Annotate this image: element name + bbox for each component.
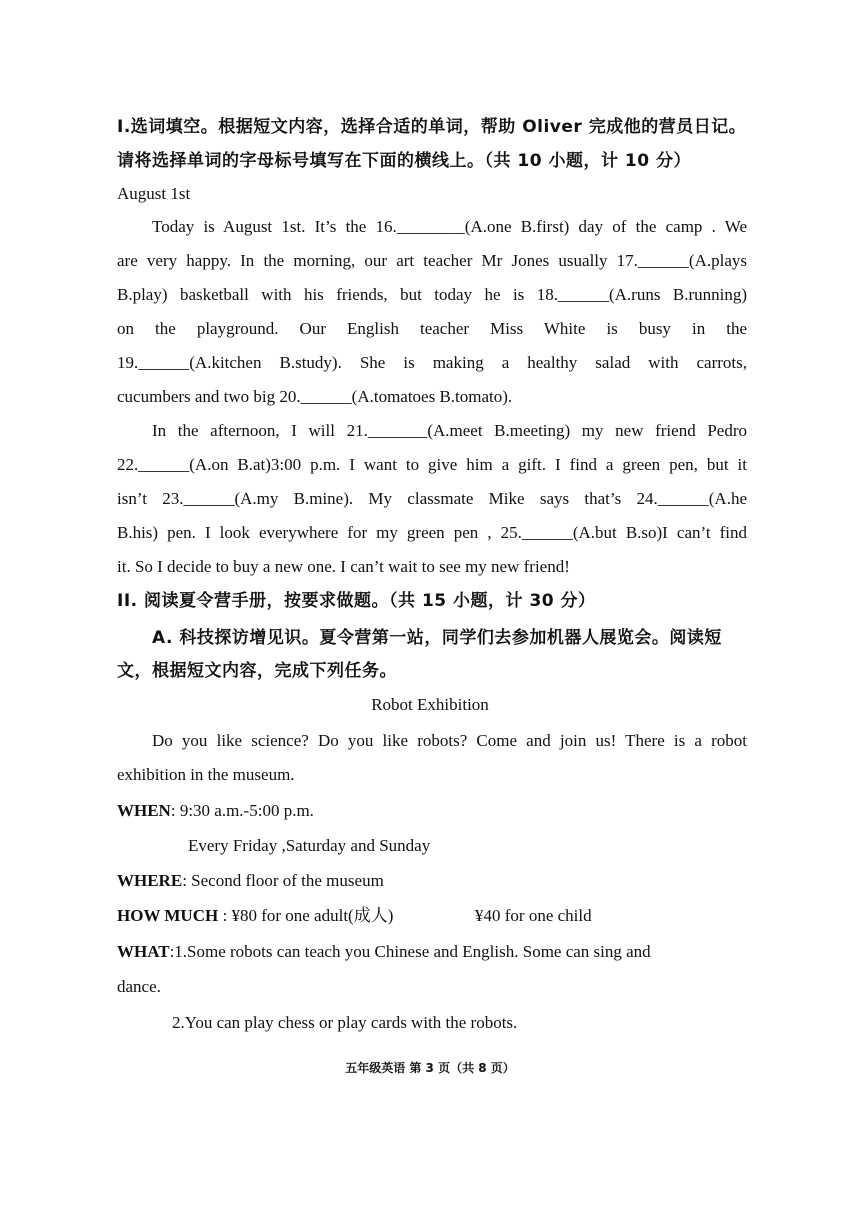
- howmuch-child: ¥40 for one child: [475, 906, 592, 925]
- what-row: [117, 941, 747, 963]
- diary-line-6: cucumbers and two big 20.______(A.tomatoes B.tomato).: [117, 387, 513, 406]
- when-days: Every Friday ,Saturday and Sunday: [188, 836, 431, 855]
- partA-title-line2: 文，根据短文内容，完成下列任务。: [117, 661, 397, 681]
- diary-line-5: 19.______(A.kitchen B.study). She is making a healthy salad with carrots,: [117, 353, 747, 372]
- where-row: [117, 870, 747, 892]
- diary-line-4: on the playground. Our English teacher Miss White is busy in the: [117, 319, 747, 338]
- what-item-2: 2.You can play chess or play cards with the robots.: [172, 1013, 518, 1032]
- diary-date: August 1st: [117, 184, 191, 203]
- section2-title: II. 阅读夏令营手册，按要求做题。（共 15 小题，计 30 分）: [117, 591, 596, 611]
- when-row: [117, 800, 747, 822]
- diary-line-3: B.play) basketball with his friends, but today he is 18.______(A.runs B.running): [117, 285, 747, 304]
- intro-line-1: Do you like science? Do you like robots? Come and join us! There is a robot: [152, 731, 747, 750]
- diary-line-10: B.his) pen. I look everywhere for my green pen , 25.______(A.but B.so)I can’t find: [117, 523, 747, 542]
- diary-line-8: 22.______(A.on B.at)3:00 p.m. I want to give him a gift. I find a green pen, but it: [117, 455, 747, 474]
- diary-line-11: it. So I decide to buy a new one. I can’t wait to see my new friend!: [117, 557, 570, 576]
- howmuch-adult: : ¥80 for one adult(成人): [218, 906, 394, 925]
- partA-title-line1: A. 科技探访增见识。夏令营第一站，同学们去参加机器人展览会。阅读短: [152, 628, 722, 648]
- where-label: WHERE: [117, 871, 183, 890]
- page-footer: 五年级英语 第 3 页（共 8 页）: [345, 1061, 515, 1075]
- when-value: : 9:30 a.m.-5:00 p.m.: [170, 801, 314, 820]
- when-label: WHEN: [117, 801, 171, 820]
- what-line-1: :1.Some robots can teach you Chinese and English. Some can sing and: [169, 942, 651, 961]
- intro-line-2: exhibition in the museum.: [117, 765, 295, 784]
- what-line-2: dance.: [117, 977, 161, 996]
- diary-line-7: In the afternoon, I will 21._______(A.meet B.meeting) my new friend Pedro: [152, 421, 747, 440]
- diary-line-1: Today is August 1st. It’s the 16.________(A.one B.first) day of the camp . We: [152, 217, 747, 236]
- section1-title-line1: I.选词填空。根据短文内容，选择合适的单词，帮助 Oliver 完成他的营员日记。: [117, 117, 747, 137]
- diary-line-2: are very happy. In the morning, our art teacher Mr Jones usually 17.______(A.plays: [117, 251, 747, 270]
- where-value: : Second floor of the museum: [182, 871, 384, 890]
- passage-title: Robot Exhibition: [371, 695, 489, 714]
- howmuch-label: HOW MUCH: [117, 906, 219, 925]
- what-label: WHAT: [117, 942, 170, 961]
- section1-title-line2: 请将选择单词的字母标号填写在下面的横线上。（共 10 小题，计 10 分）: [117, 151, 691, 171]
- diary-line-9: isn’t 23.______(A.my B.mine). My classmate Mike says that’s 24.______(A.he: [117, 489, 747, 508]
